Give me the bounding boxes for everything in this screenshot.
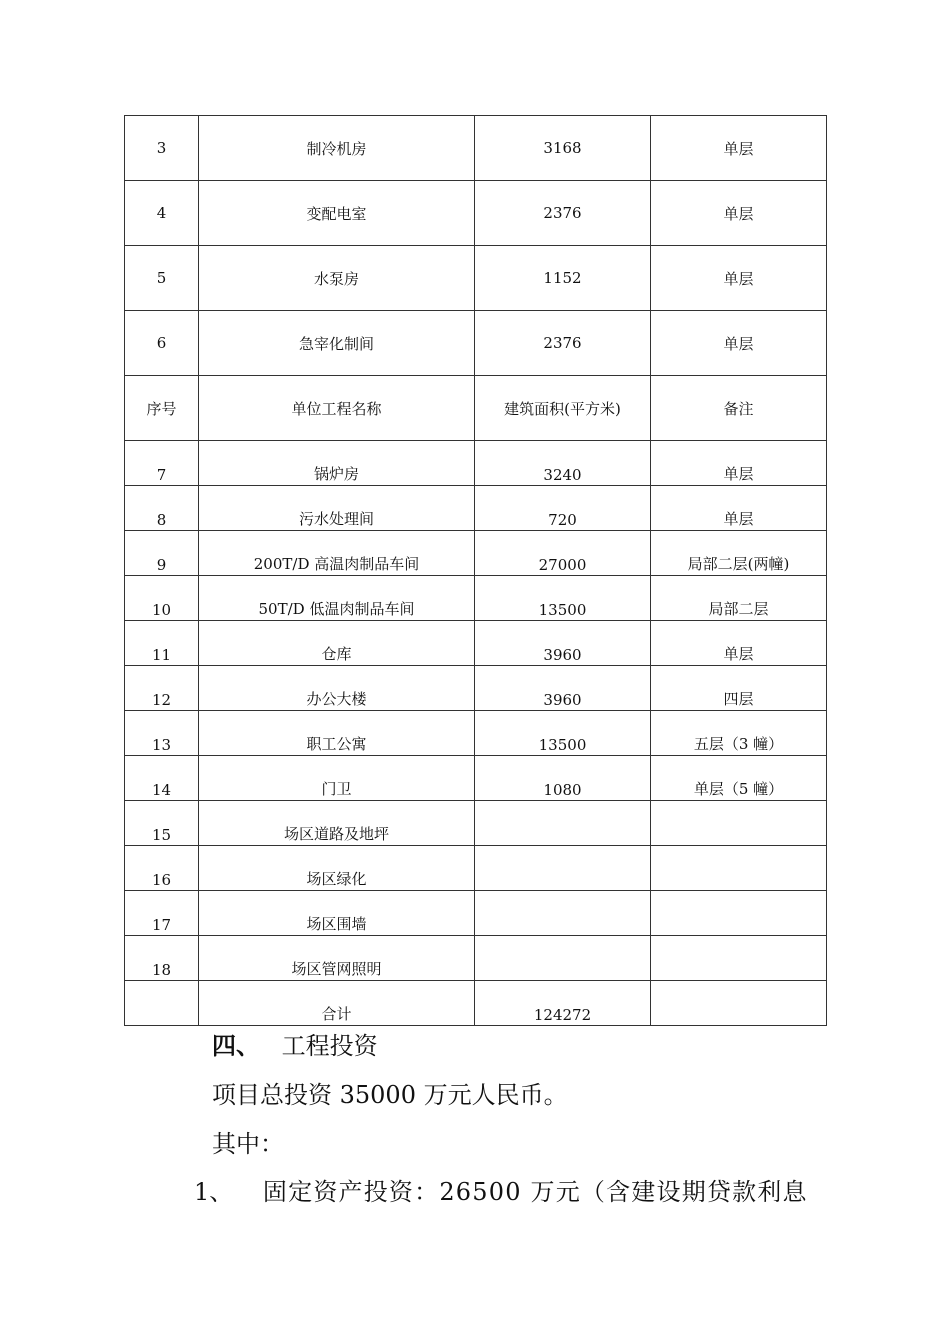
- cell-no: 5: [125, 246, 199, 311]
- cell-note: [651, 981, 827, 1026]
- cell-note: 单层: [651, 181, 827, 246]
- fixed-asset-item-text: 固定资产投资：26500 万元（含建设期贷款利息: [262, 1178, 808, 1206]
- cell-note: 五层（3 幢）: [651, 711, 827, 756]
- cell-area: 13500: [475, 576, 651, 621]
- cell-no: 13: [125, 711, 199, 756]
- cell-name: 制冷机房: [199, 116, 475, 181]
- table-row: [125, 891, 827, 936]
- cell-no: 18: [125, 936, 199, 981]
- table-row: [125, 576, 827, 621]
- cell-note: 单层: [651, 116, 827, 181]
- section-heading-number: 四、: [212, 1031, 260, 1060]
- cell-name: 场区管网照明: [199, 936, 475, 981]
- header-no: 序号: [125, 376, 199, 441]
- table-row: [125, 531, 827, 576]
- cell-note: [651, 801, 827, 846]
- cell-name: 合计: [199, 981, 475, 1026]
- cell-note: 单层: [651, 621, 827, 666]
- table-row: [125, 846, 827, 891]
- table-row: [125, 181, 827, 246]
- cell-no: 9: [125, 531, 199, 576]
- cell-note: 单层: [651, 486, 827, 531]
- cell-no: 6: [125, 311, 199, 376]
- table-row: [125, 311, 827, 376]
- cell-area: 720: [475, 486, 651, 531]
- cell-area: [475, 936, 651, 981]
- cell-note: 单层（5 幢）: [651, 756, 827, 801]
- table-header-row: [125, 376, 827, 441]
- cell-note: 单层: [651, 246, 827, 311]
- cell-note: 局部二层(两幢): [651, 531, 827, 576]
- cell-note: [651, 936, 827, 981]
- cell-note: 四层: [651, 666, 827, 711]
- cell-area: 13500: [475, 711, 651, 756]
- cell-name: 水泵房: [199, 246, 475, 311]
- cell-no: 16: [125, 846, 199, 891]
- cell-no: 11: [125, 621, 199, 666]
- investment-breakdown-label: 其中：: [212, 1130, 284, 1158]
- cell-name: 急宰化制间: [199, 311, 475, 376]
- table-row: [125, 246, 827, 311]
- cell-area: 3960: [475, 666, 651, 711]
- table-total-row: [125, 981, 827, 1026]
- cell-name: 职工公寓: [199, 711, 475, 756]
- cell-area: 1080: [475, 756, 651, 801]
- cell-name: 场区道路及地坪: [199, 801, 475, 846]
- cell-area: 3240: [475, 441, 651, 486]
- cell-note: [651, 891, 827, 936]
- cell-area: 2376: [475, 181, 651, 246]
- cell-name: 污水处理间: [199, 486, 475, 531]
- cell-no: 12: [125, 666, 199, 711]
- cell-no: 4: [125, 181, 199, 246]
- fixed-asset-item-number: 1、: [194, 1178, 234, 1206]
- cell-area: [475, 846, 651, 891]
- cell-name: 50T/D 低温肉制品车间: [199, 576, 475, 621]
- cell-no: 17: [125, 891, 199, 936]
- header-area: 建筑面积(平方米): [475, 376, 651, 441]
- cell-no: 14: [125, 756, 199, 801]
- cell-note: [651, 846, 827, 891]
- cell-no: 10: [125, 576, 199, 621]
- table-row: [125, 936, 827, 981]
- table-row: [125, 486, 827, 531]
- cell-name: 场区围墙: [199, 891, 475, 936]
- cell-area: 3168: [475, 116, 651, 181]
- cell-name: 仓库: [199, 621, 475, 666]
- cell-no: 3: [125, 116, 199, 181]
- cell-no: 8: [125, 486, 199, 531]
- table-row: [125, 801, 827, 846]
- cell-area: [475, 891, 651, 936]
- table-row: [125, 666, 827, 711]
- table-row: [125, 441, 827, 486]
- cell-note: 单层: [651, 441, 827, 486]
- cell-note: 单层: [651, 311, 827, 376]
- header-note: 备注: [651, 376, 827, 441]
- cell-area: 124272: [475, 981, 651, 1026]
- cell-name: 门卫: [199, 756, 475, 801]
- table-row: [125, 116, 827, 181]
- cell-area: 1152: [475, 246, 651, 311]
- fixed-asset-item: [194, 1172, 808, 1207]
- cell-no: 7: [125, 441, 199, 486]
- section-heading: [212, 1026, 378, 1061]
- cell-note: 局部二层: [651, 576, 827, 621]
- cell-name: 变配电室: [199, 181, 475, 246]
- section-heading-text: 工程投资: [281, 1032, 378, 1060]
- cell-area: 3960: [475, 621, 651, 666]
- cell-name: 场区绿化: [199, 846, 475, 891]
- cell-no: 15: [125, 801, 199, 846]
- table-row: [125, 621, 827, 666]
- header-name: 单位工程名称: [199, 376, 475, 441]
- building-area-table: [124, 115, 827, 1026]
- table-row: [125, 756, 827, 801]
- cell-name: 200T/D 高温肉制品车间: [199, 531, 475, 576]
- cell-name: 锅炉房: [199, 441, 475, 486]
- cell-no: [125, 981, 199, 1026]
- cell-area: 2376: [475, 311, 651, 376]
- cell-name: 办公大楼: [199, 666, 475, 711]
- investment-total-line: 项目总投资 35000 万元人民币。: [212, 1081, 568, 1109]
- table-row: [125, 711, 827, 756]
- cell-area: 27000: [475, 531, 651, 576]
- cell-area: [475, 801, 651, 846]
